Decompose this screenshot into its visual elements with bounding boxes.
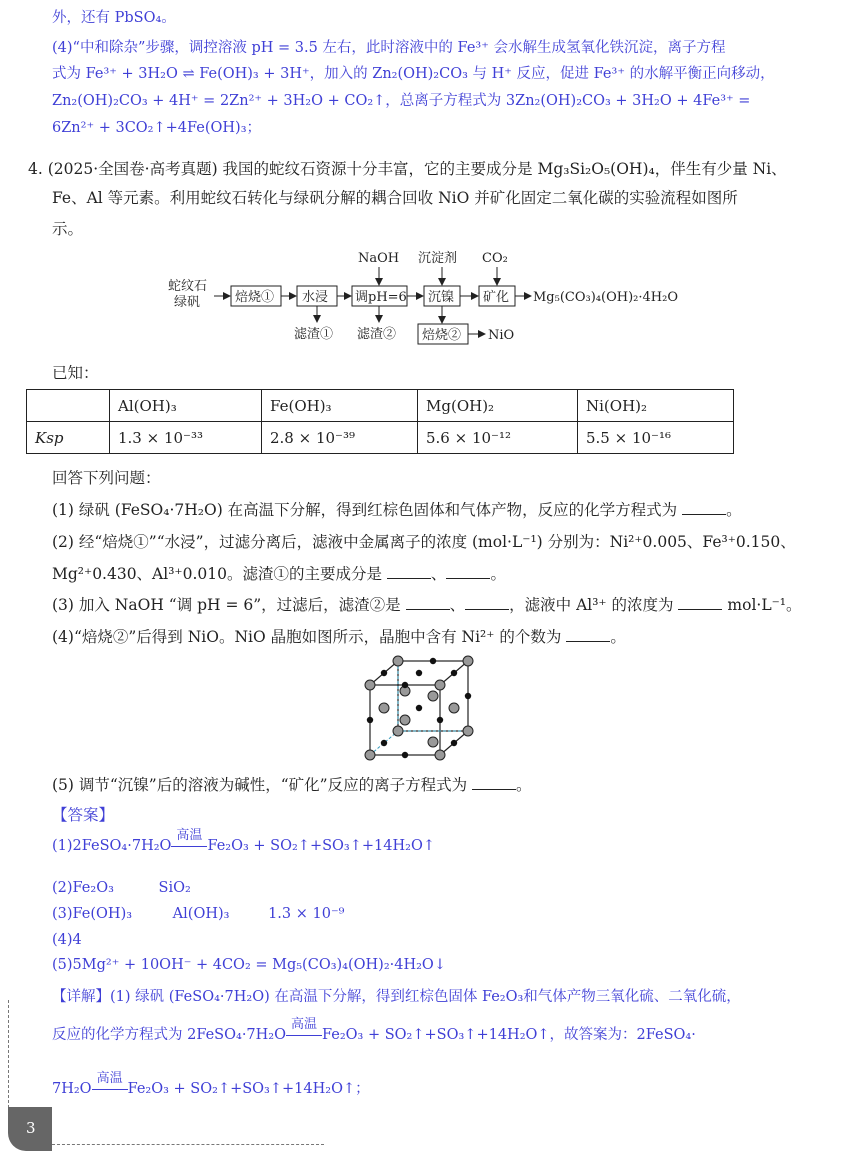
sub-question-5-text: (5) 调节“沉镍”后的溶液为碱性，“矿化”反应的离子方程式为 [52, 776, 468, 794]
reaction-condition: 高温 [176, 827, 203, 843]
answer-3-part-3: 1.3 × 10⁻⁹ [268, 906, 345, 922]
known-label: 已知： [52, 364, 99, 382]
detail-line-3 [52, 1070, 370, 1098]
flow-box-roast-2-label: 焙烧② [422, 328, 462, 343]
sub-question-3-text: (3) 加入 NaOH “调 pH = 6”，过滤后，滤渣②是 [52, 596, 401, 614]
sub-question-1-text: (1) 绿矾 (FeSO₄·7H₂O) 在高温下分解，得到红棕色固体和气体产物，反应的化学方程式为 [52, 501, 678, 519]
process-flow-diagram [160, 244, 720, 354]
flow-residue-1: 滤渣① [294, 327, 334, 342]
questions-intro: 回答下列问题： [52, 469, 161, 487]
detail-line-3-left: 7H₂O [52, 1081, 92, 1097]
answer-blank [446, 564, 490, 579]
sub-question-1 [52, 498, 742, 520]
table-header-feoh3: Fe(OH)₃ [262, 390, 418, 422]
flow-product: Mg₅(CO₃)₄(OH)₂·4H₂O [533, 290, 678, 305]
answer-1 [52, 827, 435, 854]
answer-heading: 【答案】 [52, 806, 115, 824]
page-border-dashed-horizontal [52, 1144, 324, 1145]
prev-line-5: 6Zn²⁺ + 3CO₂↑+4Fe(OH)₃； [52, 120, 262, 136]
flow-residue-2: 滤渣② [357, 327, 397, 342]
table-header-nioh2: Ni(OH)₂ [578, 390, 734, 422]
answer-blank [472, 775, 516, 790]
flow-nio: NiO [488, 328, 515, 343]
flow-box-roast-1-label: 焙烧① [235, 290, 275, 305]
table-header-aloh3: Al(OH)₃ [110, 390, 262, 422]
answer-blank [682, 500, 726, 515]
sub-question-4-text: (4)“焙烧②”后得到 NiO。NiO 晶胞如图所示，晶胞中含有 Ni²⁺ 的个数为 [52, 628, 562, 646]
answer-blank [406, 595, 450, 610]
answer-1-left: (1)2FeSO₄·7H₂O [52, 838, 172, 854]
flow-reagent-co2: CO₂ [482, 251, 508, 266]
answer-blank [678, 595, 722, 610]
prev-line-3: 式为 Fe³⁺ + 3H₂O ⇌ Fe(OH)₃ + 3H⁺，加入的 Zn₂(OH)₂CO₃ 与 H⁺ 反应，促进 Fe³⁺ 的水解平衡正向移动， [52, 66, 775, 82]
period: 。 [610, 628, 626, 646]
reaction-condition: 高温 [290, 1016, 317, 1032]
question-line-3: 示。 [52, 220, 84, 238]
flow-input-serpentine: 蛇纹石 [168, 279, 208, 294]
separator: 、 [430, 565, 447, 583]
sub-question-4 [52, 625, 626, 647]
answer-1-right: Fe₂O₃ + SO₂↑+SO₃↑+14H₂O↑ [207, 838, 435, 854]
sub-question-5 [52, 773, 532, 795]
answer-5: (5)5Mg²⁺ + 10OH⁻ + 4CO₂ = Mg₅(CO₃)₄(OH)₂·4H₂O↓ [52, 957, 446, 973]
table-header-row [27, 390, 734, 422]
table-cell: 1.3 × 10⁻³³ [110, 422, 262, 454]
flow-reagent-precipitant: 沉淀剂 [418, 251, 458, 266]
answer-3-part-2: Al(OH)₃ [172, 906, 230, 922]
detail-line-2-left: 反应的化学方程式为 2FeSO₄·7H₂O [52, 1027, 286, 1043]
detail-line-3-right: Fe₂O₃ + SO₂↑+SO₃↑+14H₂O↑； [127, 1081, 370, 1097]
answer-blank [387, 564, 431, 579]
flow-box-adjust-ph-label: 调pH=6 [355, 290, 407, 305]
period: 。 [726, 501, 742, 519]
answer-2-part-1: (2)Fe₂O₃ [52, 880, 114, 896]
page-number-tab [8, 1107, 52, 1151]
nio-unit-cell-diagram [358, 655, 478, 765]
flow-input-green-vitriol: 绿矾 [174, 295, 201, 310]
table-cell: 5.6 × 10⁻¹² [418, 422, 578, 454]
ksp-table [26, 389, 734, 454]
sub-question-2-line-1: (2) 经“焙烧①”“水浸”，过滤分离后，滤液中金属离子的浓度 (mol·L⁻¹) 分别为：Ni²⁺0.005、Fe³⁺0.150、 [52, 533, 796, 551]
table-row [27, 422, 734, 454]
sub-question-3-unit: mol·L⁻¹。 [727, 596, 802, 614]
prev-line-1: 外，还有 PbSO₄。 [52, 10, 176, 26]
question-line-1: 4. (2025·全国卷·高考真题) 我国的蛇纹石资源十分丰富，它的主要成分是 Mg₃Si₂O₅(OH)₄，伴生有少量 Ni、 [28, 160, 787, 178]
answer-blank [566, 627, 610, 642]
prev-line-2: (4)“中和除杂”步骤，调控溶液 pH = 3.5 左右，此时溶液中的 Fe³⁺ 会水解生成氢氧化铁沉淀，离子方程 [52, 40, 726, 56]
sub-question-3-text-2: ，滤液中 Al³⁺ 的浓度为 [509, 596, 674, 614]
page-border-dashed-vertical [8, 1000, 9, 1108]
sub-question-2-line-2 [52, 562, 506, 584]
question-line-2: Fe、Al 等元素。利用蛇纹石转化与绿矾分解的耦合回收 NiO 并矿化固定二氧化碳的实验流程如图所 [52, 189, 738, 207]
answer-2 [52, 880, 191, 896]
reaction-condition: 高温 [96, 1070, 123, 1086]
flow-reagent-naoh: NaOH [358, 251, 400, 266]
answer-3-part-1: (3)Fe(OH)₃ [52, 906, 133, 922]
flow-box-mineralize-label: 矿化 [483, 290, 510, 305]
answer-2-part-2: SiO₂ [158, 880, 191, 896]
separator: 、 [449, 596, 466, 614]
period: 。 [490, 565, 506, 583]
detail-line-2-right: Fe₂O₃ + SO₂↑+SO₃↑+14H₂O↑，故答案为：2FeSO₄· [322, 1027, 696, 1043]
flow-box-ni-precip-label: 沉镍 [428, 290, 455, 305]
prev-line-4: Zn₂(OH)₂CO₃ + 4H⁺ = 2Zn²⁺ + 3H₂O + CO₂↑，总离子方程式为 3Zn₂(OH)₂CO₃ + 3H₂O + 4Fe³⁺ = [52, 93, 751, 109]
page-number: 3 [26, 1119, 36, 1137]
sub-question-3 [52, 593, 802, 615]
detail-line-1: 【详解】(1) 绿矾 (FeSO₄·7H₂O) 在高温下分解，得到红棕色固体 Fe₂O₃和气体产物三氧化硫、二氧化硫， [52, 989, 741, 1005]
table-header-mgoh2: Mg(OH)₂ [418, 390, 578, 422]
period: 。 [516, 776, 532, 794]
answer-3 [52, 906, 344, 922]
flow-box-water-leach-label: 水浸 [302, 290, 329, 305]
answer-blank [465, 595, 509, 610]
table-cell: 2.8 × 10⁻³⁹ [262, 422, 418, 454]
table-row-label: Ksp [27, 422, 110, 454]
table-cell [27, 390, 110, 422]
table-cell: 5.5 × 10⁻¹⁶ [578, 422, 734, 454]
sub-question-2-text: Mg²⁺0.430、Al³⁺0.010。滤渣①的主要成分是 [52, 565, 382, 583]
answer-4: (4)4 [52, 932, 82, 948]
detail-line-2 [52, 1016, 696, 1044]
